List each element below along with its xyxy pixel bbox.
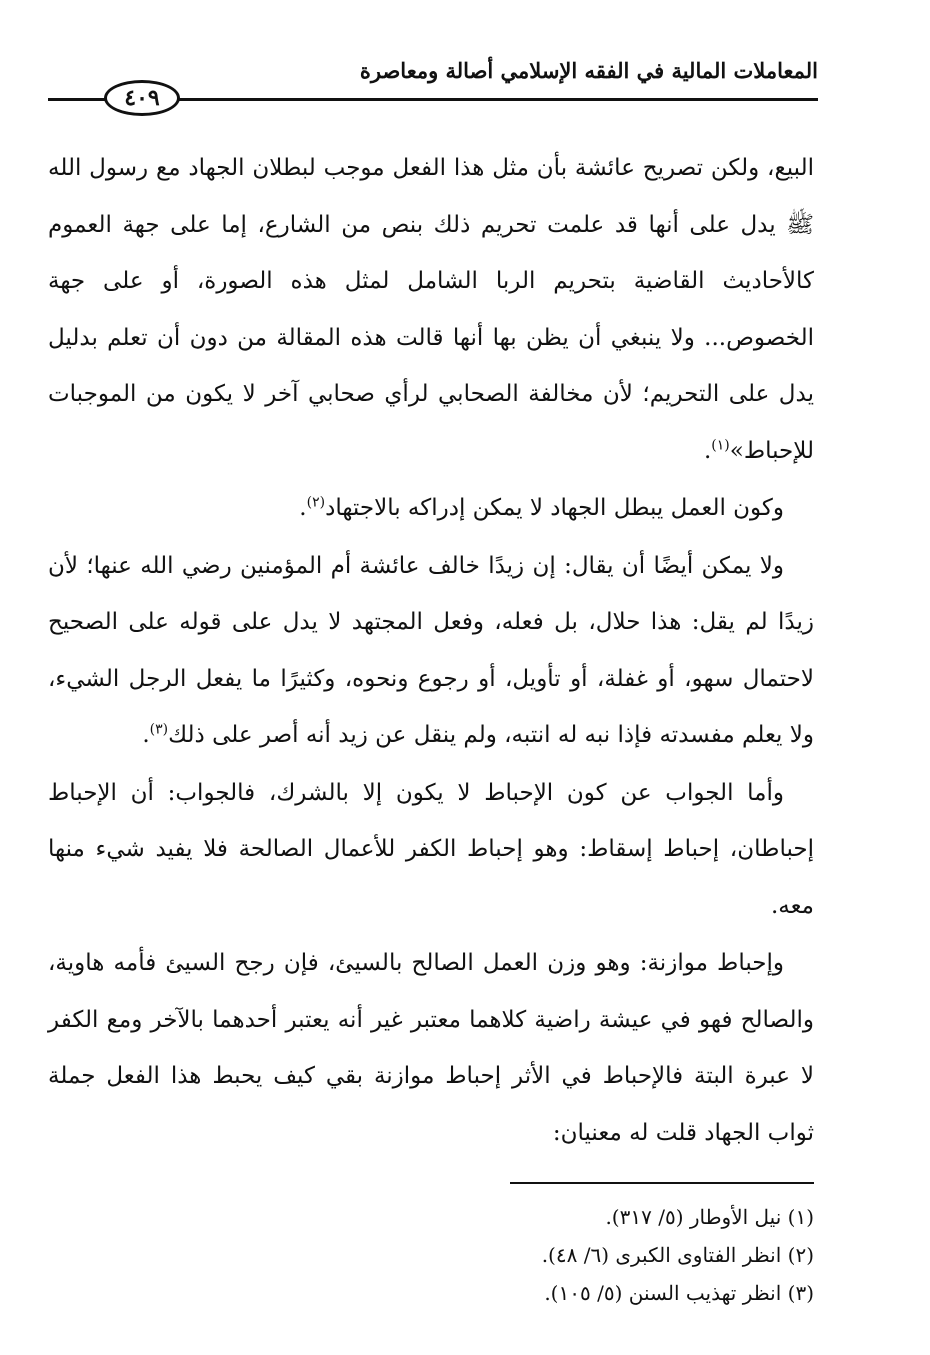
- paragraph-3: [48, 538, 814, 764]
- main-text: [48, 140, 814, 1161]
- footnote-3: (٣) انظر تهذيب السنن (٥/ ١٠٥).: [544, 1281, 814, 1305]
- paragraph-1: [48, 140, 814, 479]
- paragraph-3-text: ولا يمكن أيضًا أن يقال: إن زيدًا خالف عائشة أم المؤمنين رضي الله عنها؛ لأن زيدًا لم يقل: هذا حلال، بل فعله، وفعل المجتهد لا يدل على قوله على الصحيح لاحتمال سهو، أو غفلة، أو تأويل، أو رجوع ونحوه، وكثيرًا ما يفعل الرجل الشيء، ولا يعلم مفسدته فإذا نبه له انتبه، ولم ينقل عن زيد أنه أصر على ذلك: [48, 552, 814, 748]
- header-rule: [172, 98, 818, 101]
- paragraph-4: وأما الجواب عن كون الإحباط لا يكون إلا بالشرك، فالجواب: أن الإحباط إحباطان، إحباط إسقاط: وهو إحباط الكفر للأعمال الصالحة فلا يفيد شيء منها معه.: [48, 779, 814, 919]
- running-title: المعاملات المالية في الفقه الإسلامي أصالة ومعاصرة: [359, 58, 818, 83]
- paragraph-2-text: وكون العمل يبطل الجهاد لا يمكن إدراكه بالاجتهاد: [325, 495, 784, 521]
- footnote-ref-3: (٣): [149, 721, 169, 738]
- paragraph-2-end: .: [299, 495, 307, 521]
- footnote-ref-2: (٢): [306, 494, 326, 511]
- footnote-separator: [510, 1182, 814, 1184]
- paragraph-5: وإحباط موازنة: وهو وزن العمل الصالح بالسيئ، فإن رجح السيئ فأمه هاوية، والصالح فهو في عيشة راضية كلاهما معتبر غير أنه يعتبر أحدهما بالآخر ومع الكفر لا عبرة البتة فالإحباط في الأثر إحباط موازنة بقي كيف يحبط هذا الفعل جملة ثواب الجهاد قلت له معنيان:: [48, 950, 814, 1146]
- footnote-2: (٢) انظر الفتاوى الكبرى (٦/ ٤٨).: [541, 1243, 814, 1267]
- footnote-1: (١) نيل الأوطار (٥/ ٣١٧).: [605, 1205, 814, 1229]
- footnotes: [300, 1198, 814, 1312]
- paragraph-3-end: .: [142, 722, 150, 748]
- paragraph-1-end: .: [703, 437, 712, 464]
- footnote-ref-1: (١): [711, 436, 730, 453]
- page-number: ٤٠٩: [104, 80, 180, 116]
- header-rule-left: [48, 98, 108, 101]
- paragraph-1-text: البيع، ولكن تصريح عائشة بأن مثل هذا الفعل موجب لبطلان الجهاد مع رسول الله ﷺ يدل على أنها قد علمت تحريم ذلك بنص من الشارع، إما على جهة العموم كالأحاديث القاضية بتحريم الربا الشامل لمثل هذه الصورة، أو على جهة الخصوص... ولا ينبغي أن يظن بها أنها قالت هذه المقالة من دون أن تعلم بدليل يدل على التحريم؛ لأن مخالفة الصحابي لرأي صحابي آخر لا يكون من الموجبات للإحباط»: [48, 155, 814, 464]
- paragraph-2: [48, 480, 814, 537]
